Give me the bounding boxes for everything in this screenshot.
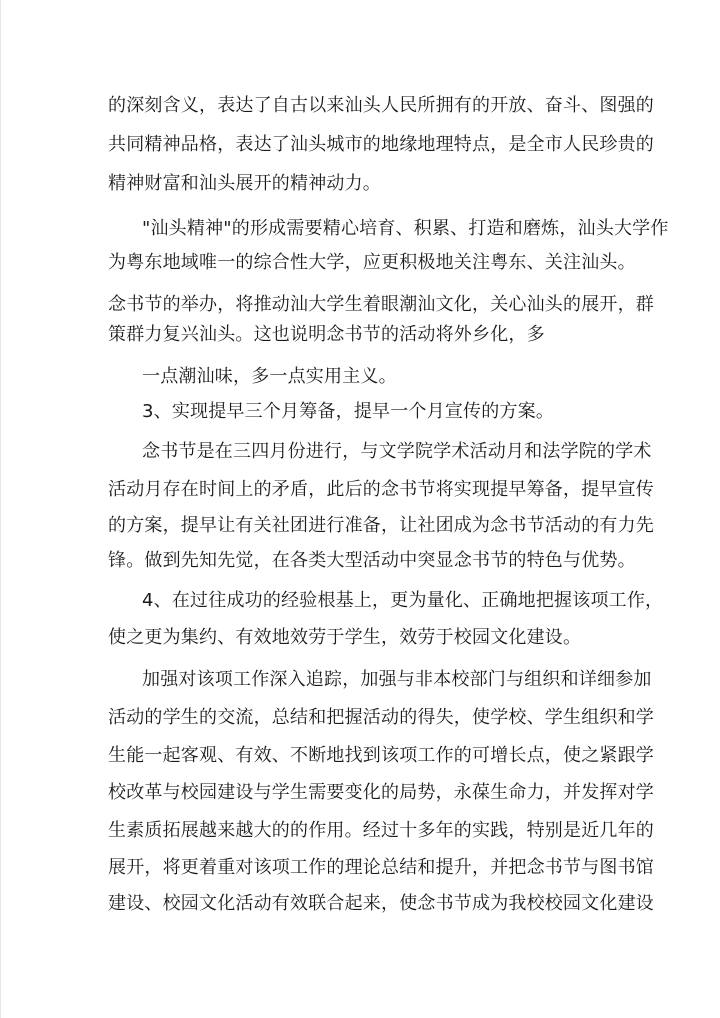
text-line: 活动月存在时间上的矛盾，此后的念书节将实现提早筹备，提早宣传	[108, 479, 654, 500]
text-line: 加强对该项工作深入追踪，加强与非本校部门与组织和详细参加	[142, 669, 652, 690]
text-line: 一点潮汕味，多一点实用主义。	[142, 366, 397, 387]
text-line: "汕头精神"的形成需要精心培育、积累、打造和磨炼，汕头大学作	[142, 218, 669, 239]
text-line: 3、实现提早三个月筹备，提早一个月宣传的方案。	[142, 401, 555, 422]
text-line: 为粤东地域唯一的综合性大学，应更积极地关注粤东、关注汕头。	[108, 252, 636, 273]
text-line: 校改革与校园建设与学生需要变化的局势，永葆生命力，并发挥对学	[108, 782, 654, 803]
text-line: 的方案，提早让有关社团进行准备，让社团成为念书节活动的有力先	[108, 515, 654, 536]
text-line: 念书节是在三四月份进行，与文学院学术活动月和法学院的学术	[142, 441, 652, 462]
text-line: 活动的学生的交流，总结和把握活动的得失，使学校、学生组织和学	[108, 707, 654, 728]
text-line: 生能一起客观、有效、不断地找到该项工作的可增长点，使之紧跟学	[108, 745, 654, 766]
text-line: 锋。做到先知先觉，在各类大型活动中突显念书节的特色与优势。	[108, 550, 636, 571]
text-line: 建设、校园文化活动有效联合起来，使念书节成为我校校园文化建设	[108, 893, 654, 914]
text-line: 策群力复兴汕头。这也说明念书节的活动将外乡化，多	[108, 324, 545, 345]
text-line: 精神财富和汕头展开的精神动力。	[108, 173, 381, 194]
text-line: 4、在过往成功的经验根基上，更为量化、正确地把握该项工作，	[142, 590, 664, 611]
text-line: 展开，将更着重对该项工作的理论总结和提升，并把念书节与图书馆	[108, 857, 654, 878]
text-line: 念书节的举办，将推动汕大学生着眼潮汕文化，关心汕头的展开，群	[108, 294, 654, 315]
text-line: 的深刻含义，表达了自古以来汕头人民所拥有的开放、奋斗、图强的	[108, 95, 654, 116]
text-line: 生素质拓展越来越大的的作用。经过十多年的实践，特别是近几年的	[108, 820, 654, 841]
text-line: 使之更为集约、有效地效劳于学生，效劳于校园文化建设。	[108, 627, 582, 648]
text-line: 共同精神品格，表达了汕头城市的地缘地理特点，是全市人民珍贵的	[108, 134, 654, 155]
